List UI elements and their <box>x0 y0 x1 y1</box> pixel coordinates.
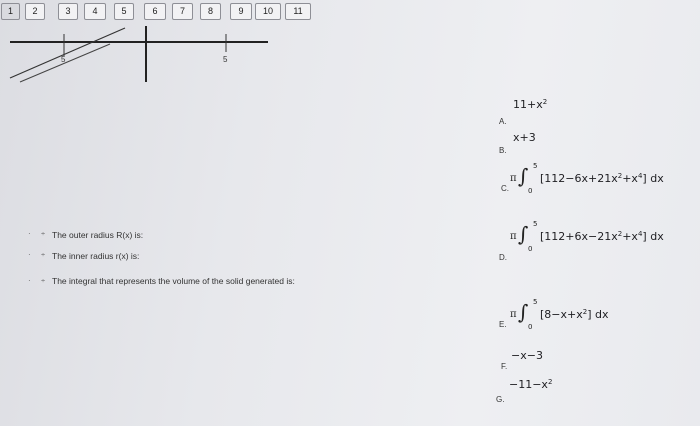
tab-11[interactable]: 11 <box>285 3 311 20</box>
tab-7[interactable]: 7 <box>172 3 193 20</box>
tab-1[interactable]: 1 <box>1 3 20 20</box>
tab-4[interactable]: 4 <box>84 3 106 20</box>
integral-label: The integral that represents the volume of the solid generated is: <box>52 276 295 286</box>
option-d-upper-limit: 5 <box>533 220 538 228</box>
option-c-letter: C. <box>501 184 509 193</box>
option-e-pi: π <box>510 309 517 320</box>
option-d-integrand: $[112+6x-21x^2+x^4]$ dx <box>540 230 664 243</box>
option-e-integral-sign: ∫ <box>518 300 529 324</box>
bullet: · <box>28 250 31 259</box>
bullet: · <box>28 276 31 285</box>
option-b-letter: B. <box>499 146 507 155</box>
graph-label-right: 5 <box>223 55 228 64</box>
select-integral[interactable]: ÷ <box>41 278 45 285</box>
option-c-integral-sign: ∫ <box>518 164 529 188</box>
inner-radius-label: The inner radius r(x) is: <box>52 251 140 261</box>
tab-8[interactable]: 8 <box>200 3 221 20</box>
region-line-upper <box>10 28 125 78</box>
bullet: · <box>28 229 31 238</box>
option-f-letter: F. <box>501 362 508 371</box>
tab-5[interactable]: 5 <box>114 3 134 20</box>
option-c-pi: π <box>510 173 517 184</box>
option-a-expression: $11+x^2$ <box>513 98 548 111</box>
tab-2[interactable]: 2 <box>25 3 45 20</box>
tab-10[interactable]: 10 <box>255 3 281 20</box>
outer-radius-label: The outer radius R(x) is: <box>52 230 144 240</box>
option-c-integrand: $[112-6x+21x^2+x^4]$ dx <box>540 172 664 185</box>
option-g-expression: $-11-x^2$ <box>509 378 553 391</box>
option-d-integral-sign: ∫ <box>518 222 529 246</box>
option-d-pi: π <box>510 231 517 242</box>
option-c-lower-limit: 0 <box>528 187 533 195</box>
select-inner-radius[interactable]: ÷ <box>41 252 45 259</box>
option-d-letter: D. <box>499 253 507 262</box>
option-d-lower-limit: 0 <box>528 245 533 253</box>
option-g-letter: G. <box>496 395 505 404</box>
option-e-integrand: $[8-x+x^2]$ dx <box>540 308 609 321</box>
option-e-lower-limit: 0 <box>528 323 533 331</box>
graph-label-left: 5 <box>61 55 66 64</box>
option-f-expression: −x−3 <box>511 349 543 362</box>
graph-figure <box>0 20 300 95</box>
option-e-letter: E. <box>499 320 507 329</box>
tab-6[interactable]: 6 <box>144 3 166 20</box>
tab-9[interactable]: 9 <box>230 3 252 20</box>
option-b-expression: x+3 <box>513 131 536 144</box>
option-c-upper-limit: 5 <box>533 162 538 170</box>
select-outer-radius[interactable]: ÷ <box>41 231 45 238</box>
tab-3[interactable]: 3 <box>58 3 78 20</box>
option-a-letter: A. <box>499 117 507 126</box>
option-e-upper-limit: 5 <box>533 298 538 306</box>
